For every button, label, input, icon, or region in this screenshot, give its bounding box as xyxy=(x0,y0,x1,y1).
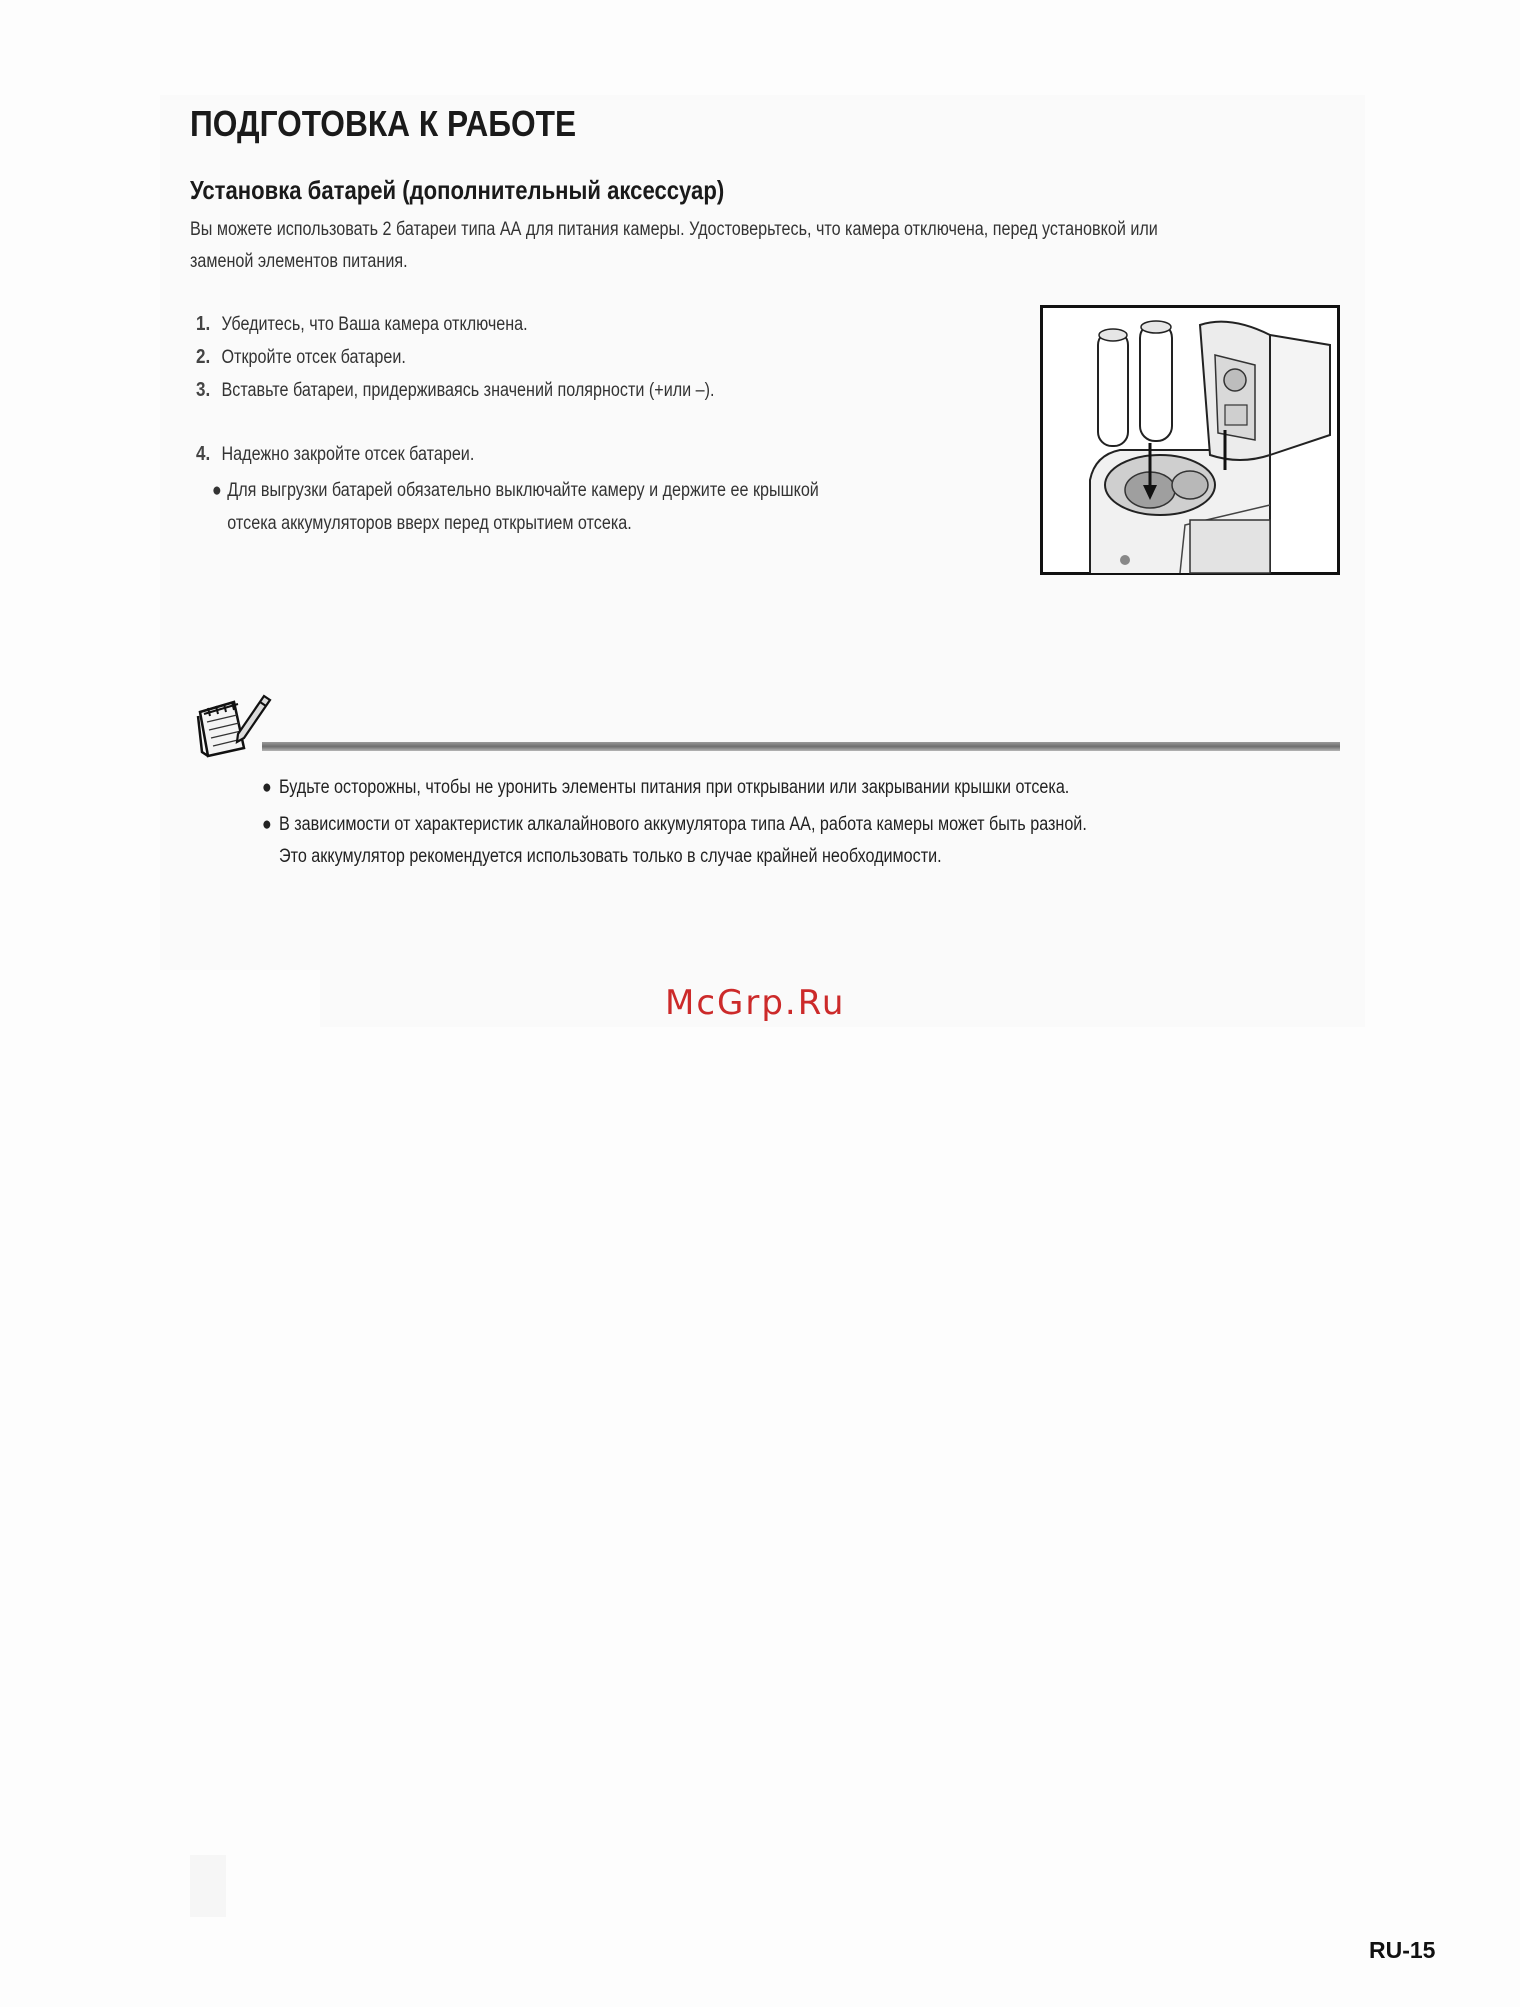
step-2-text: Откройте отсек батареи. xyxy=(221,347,406,368)
step-4-bullet-line-1: Для выгрузки батарей обязательно выключайте камеру и держите ее крышкой xyxy=(227,480,819,501)
step-4-bullet xyxy=(212,474,960,540)
step-3-text: Вставьте батареи, придерживаясь значений полярности (+или –). xyxy=(221,380,715,401)
note-item-1 xyxy=(262,772,1333,804)
notepad-pencil-icon xyxy=(194,690,272,760)
note-bullet-dot: ● xyxy=(262,814,272,835)
step-1 xyxy=(196,313,528,336)
step-3-number: 3. xyxy=(196,379,211,401)
step-1-text: Убедитесь, что Ваша камера отключена. xyxy=(221,314,528,335)
step-4 xyxy=(196,443,474,466)
note-divider xyxy=(262,742,1340,751)
section-title: Установка батарей (дополнительный аксессуар) xyxy=(190,175,725,205)
bullet-dot: ● xyxy=(212,480,222,501)
step-4-text: Надежно закройте отсек батареи. xyxy=(221,444,475,465)
step-1-number: 1. xyxy=(196,313,211,335)
step-4-number: 4. xyxy=(196,443,211,465)
note-item-2 xyxy=(262,809,1333,873)
step-2 xyxy=(196,346,406,369)
intro-line-2: заменой элементов питания. xyxy=(190,251,408,272)
page-title: ПОДГОТОВКА К РАБОТЕ xyxy=(190,103,577,144)
step-4-bullet-line-2: отсека аккумуляторов вверх перед открытием отсека. xyxy=(227,513,632,534)
page-corner-mark xyxy=(190,1855,226,1917)
intro-paragraph xyxy=(190,214,1304,278)
intro-line-1: Вы можете использовать 2 батареи типа АА для питания камеры. Удостоверьтесь, что камера отключена, перед установкой или xyxy=(190,219,1158,240)
note-item-2-line-1: В зависимости от характеристик алкалайнового аккумулятора типа АА, работа камеры может быть разной. xyxy=(279,814,1087,835)
page-number: RU-15 xyxy=(1369,1937,1436,1963)
note-item-1-text: Будьте осторожны, чтобы не уронить элементы питания при открывании или закрывании крышки отсека. xyxy=(279,777,1070,798)
camera-battery-compartment-illustration xyxy=(1040,305,1340,575)
step-2-number: 2. xyxy=(196,346,211,368)
note-item-2-line-2: Это аккумулятор рекомендуется использовать только в случае крайней необходимости. xyxy=(279,846,942,867)
step-3 xyxy=(196,379,715,402)
note-bullet-dot: ● xyxy=(262,777,272,798)
watermark: McGrp.Ru xyxy=(665,983,846,1023)
